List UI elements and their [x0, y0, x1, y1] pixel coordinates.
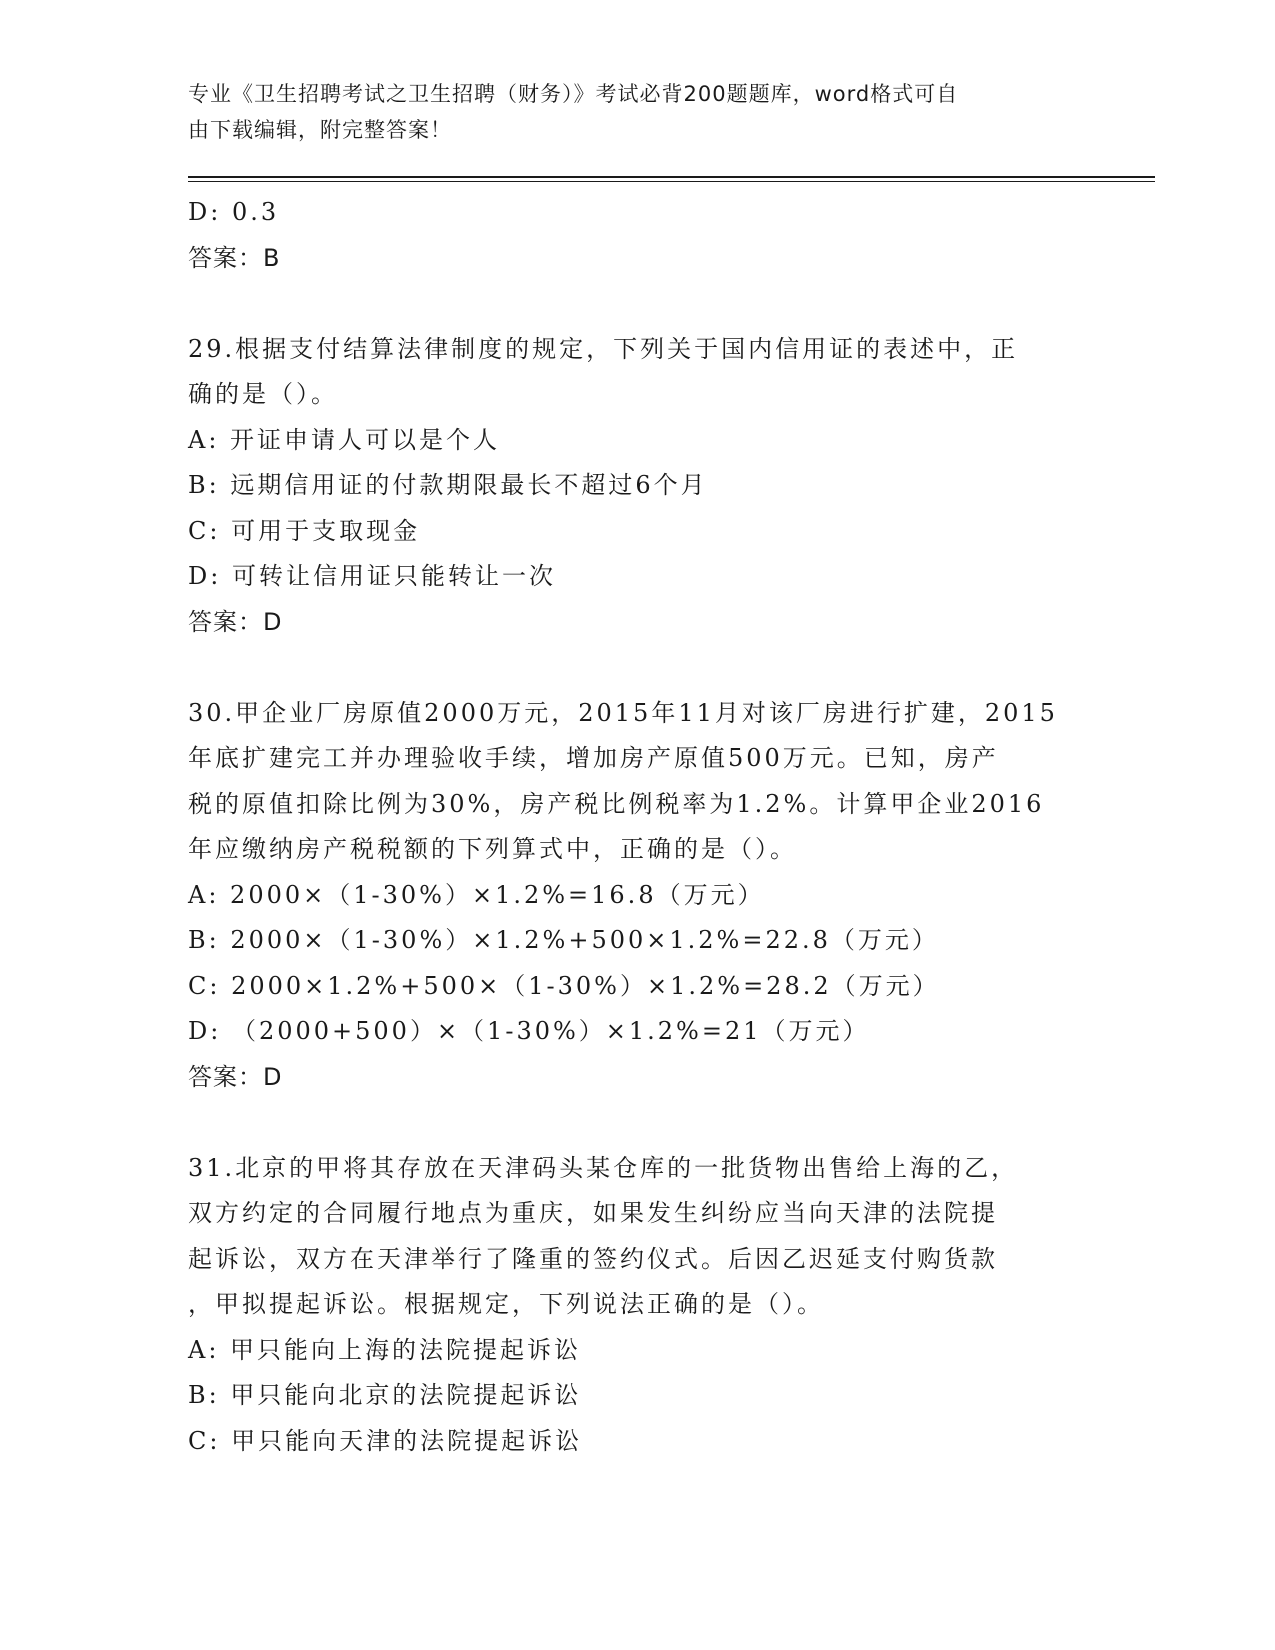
question-content: [188, 190, 1088, 1464]
option-d: D: 0.3: [188, 198, 280, 226]
question-31: [188, 1146, 1088, 1465]
answer: 答案：D: [188, 1062, 283, 1091]
header-title-line-2: 由下载编辑，附完整答案！: [188, 118, 452, 142]
document-header: [188, 76, 1068, 148]
option-b: B: 2000×（1-30%）×1.2%+500×1.2%=22.8（万元）: [188, 926, 939, 954]
question-stem: 29.根据支付结算法律制度的规定，下列关于国内信用证的表述中，正: [188, 334, 1019, 363]
question-stem: ，甲拟提起诉讼。根据规定，下列说法正确的是（）。: [188, 1290, 824, 1318]
option-c: C: 可用于支取现金: [188, 516, 421, 545]
question-stem: 税的原值扣除比例为30%，房产税比例税率为1.2%。计算甲企业2016: [188, 789, 1045, 818]
question-stem: 确的是（）。: [188, 380, 338, 408]
option-a: A: 开证申请人可以是个人: [188, 425, 501, 454]
question-stem: 双方约定的合同履行地点为重庆，如果发生纠纷应当向天津的法院提: [188, 1199, 998, 1227]
question-stem: 起诉讼，双方在天津举行了隆重的签约仪式。后因乙迟延支付购货款: [188, 1244, 998, 1273]
option-c: C: 2000×1.2%+500×（1-30%）×1.2%=28.2（万元）: [188, 971, 940, 1000]
question-29: [188, 327, 1088, 646]
previous-question: [188, 190, 1088, 281]
option-b: B: 甲只能向北京的法院提起诉讼: [188, 1381, 582, 1409]
question-stem: 年底扩建完工并办理验收手续，增加房产原值500万元。已知，房产: [188, 744, 999, 772]
question-stem: 31.北京的甲将其存放在天津码头某仓库的一批货物出售给上海的乙，: [188, 1153, 1019, 1182]
question-30: [188, 691, 1088, 1101]
option-b: B: 远期信用证的付款期限最长不超过6个月: [188, 471, 708, 499]
answer: 答案：B: [188, 243, 281, 272]
spacer: [188, 1100, 1088, 1146]
question-stem: 30.甲企业厂房原值2000万元，2015年11月对该厂房进行扩建，2015: [188, 698, 1058, 727]
header-divider-thin: [188, 181, 1155, 182]
question-stem: 年应缴纳房产税税额的下列算式中，正确的是（）。: [188, 835, 797, 863]
answer: 答案：D: [188, 607, 283, 636]
option-a: A: 甲只能向上海的法院提起诉讼: [188, 1335, 582, 1364]
header-title-line-1: 专业《卫生招聘考试之卫生招聘（财务）》考试必背200题题库，word格式可自: [188, 82, 959, 106]
option-a: A: 2000×（1-30%）×1.2%=16.8（万元）: [188, 880, 765, 909]
option-d: D: （2000+500）×（1-30%）×1.2%=21（万元）: [188, 1017, 870, 1045]
spacer: [188, 645, 1088, 691]
spacer: [188, 281, 1088, 327]
option-d: D: 可转让信用证只能转让一次: [188, 562, 556, 590]
header-divider-thick: [188, 176, 1155, 178]
option-c: C: 甲只能向天津的法院提起诉讼: [188, 1426, 583, 1455]
